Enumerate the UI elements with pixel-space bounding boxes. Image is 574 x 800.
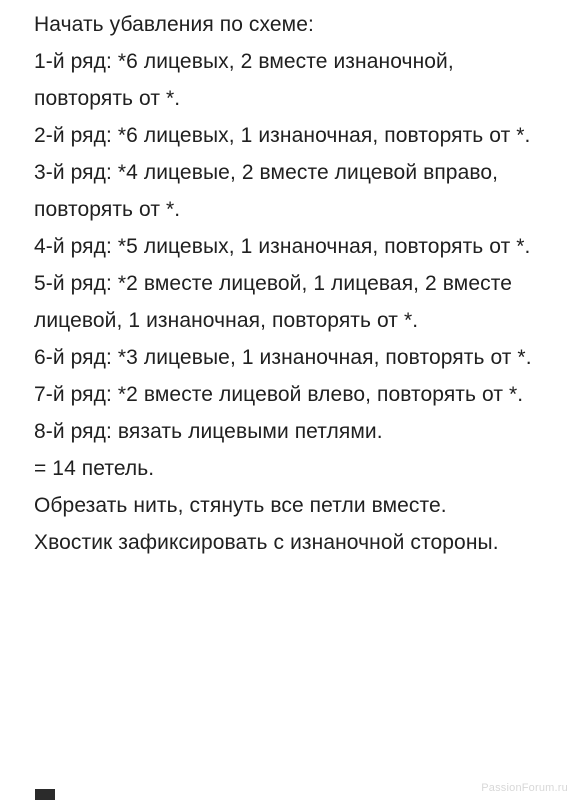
row-1-instruction: 1-й ряд: *6 лицевых, 2 вместе изнаночной, повторять от *. — [34, 50, 454, 110]
row-4-instruction: 4-й ряд: *5 лицевых, 1 изнаночная, повторять от *. — [34, 235, 531, 258]
row-5-instruction: 5-й ряд: *2 вместе лицевой, 1 лицевая, 2 вместе лицевой, 1 изнаночная, повторять от *. — [34, 272, 512, 332]
site-watermark: PassionForum.ru — [481, 782, 568, 794]
row-8-instruction: 8-й ряд: вязать лицевыми петлями. — [34, 420, 383, 443]
row-2-instruction: 2-й ряд: *6 лицевых, 1 изнаночная, повторять от *. — [34, 124, 531, 147]
stitch-count: = 14 петель. — [34, 457, 155, 480]
tail-instruction: Хвостик зафиксировать с изнаночной стороны. — [34, 531, 499, 554]
row-7-instruction: 7-й ряд: *2 вместе лицевой влево, повторять от *. — [34, 383, 524, 406]
finishing-instruction: Обрезать нить, стянуть все петли вместе. — [34, 494, 447, 517]
instructions-text — [34, 6, 554, 561]
row-3-instruction: 3-й ряд: *4 лицевые, 2 вместе лицевой вправо, повторять от *. — [34, 161, 499, 221]
intro-line: Начать убавления по схеме: — [34, 13, 314, 36]
cut-off-text-fragment — [35, 789, 55, 800]
row-6-instruction: 6-й ряд: *3 лицевые, 1 изнаночная, повторять от *. — [34, 346, 532, 369]
